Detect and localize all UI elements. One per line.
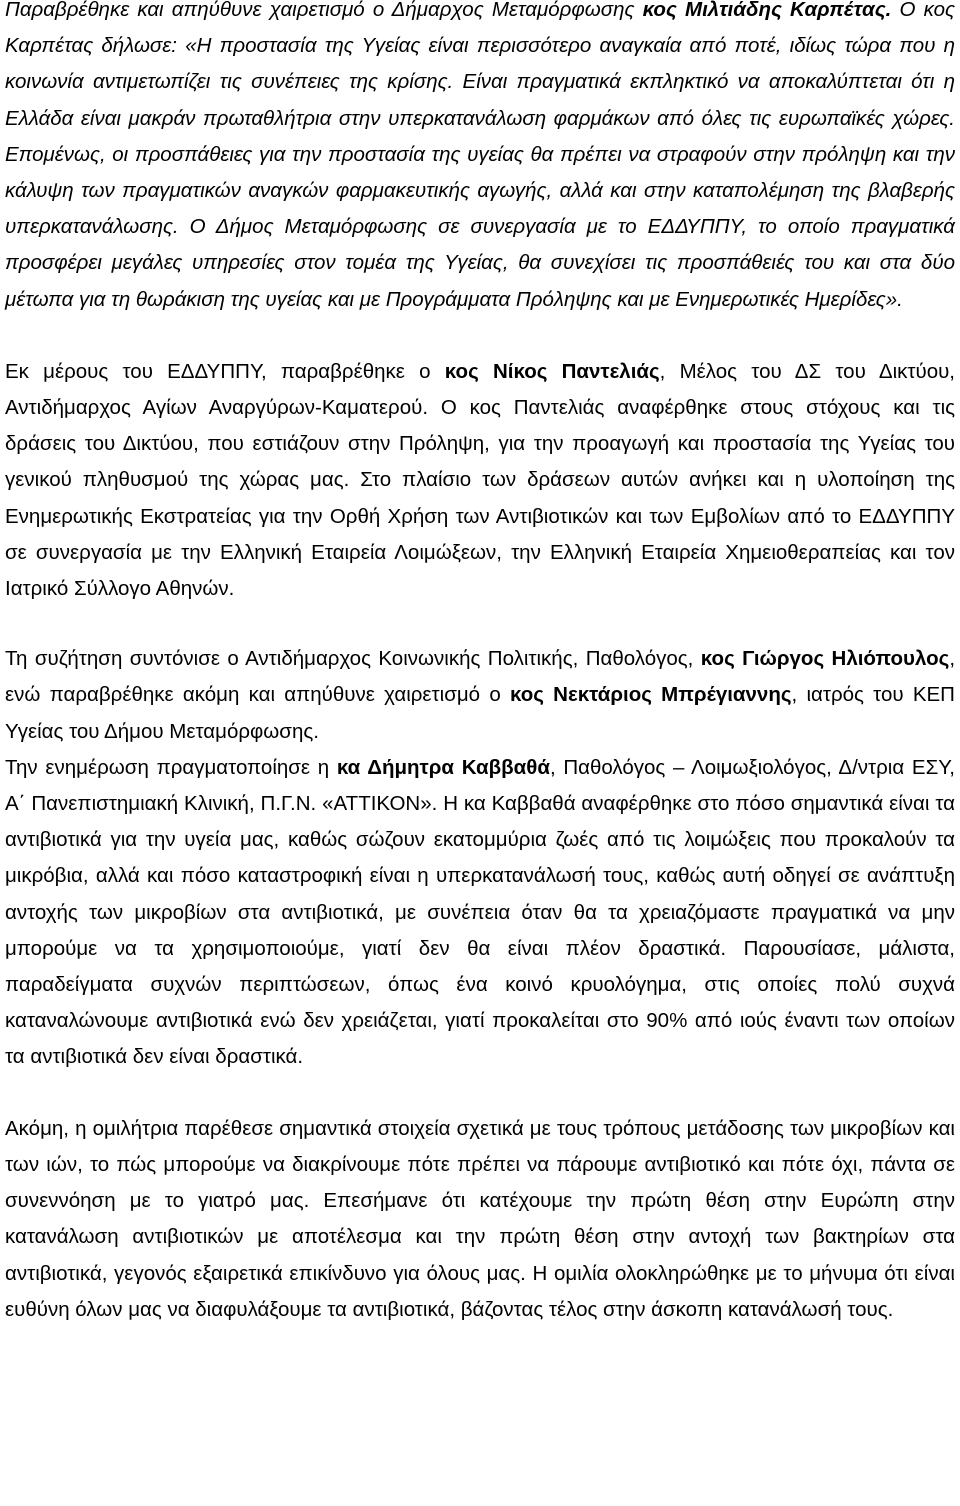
text-run: , ενώ παραβρέθηκε ακόμη και απηύθυνε χαιρετισμό ο [5, 647, 956, 707]
bold-name-pantelias: κος Νίκος Παντελιάς [444, 359, 660, 383]
text-run: Ακόμη, η ομιλήτρια παρέθεσε σημαντικά στοιχεία σχετικά με τους τρόπους μετάδοσης των μικροβίων και των ιών, το πώς μπορούμε να διακρίνουμε πότε πρέπει να πάρουμε αντιβιοτικό και πότε όχι, πάντα σε συνεννόηση με το γιατρό μας. Επεσήμανε ότι κατέχουμε την πρώτη θέση στην Ευρώπη στην κατανάλωση αντιβιοτικών με αποτέλεσμα και την πρώτη θέση στην αντοχή των βακτηρίων στα αντιβιοτικά, γεγονός εξαιρετικά επικίνδυνο για όλους μας. Η ομιλία ολοκληρώθηκε με το μήνυμα ότι είναι ευθύνη όλων μας να διαφυλάξουμε τα αντιβιοτικά, βάζοντας τέλος στην άσκοπη κατανάλωσή τους. [5, 1116, 955, 1321]
paragraph-pantelias [5, 354, 955, 607]
text-run: Ο κος Καρπέτας δήλωσε: «Η προστασία της Υγείας είναι περισσότερο αναγκαία από ποτέ, ιδίως τώρα που η κοινωνία αντιμετωπίζει τις συνέπειες της κρίσης. Είναι πραγματικά εκπληκτικό να αποκαλύπτεται ότι η Ελλάδα είναι μακράν πρωταθλήτρια στην υπερκατανάλωση φαρμάκων από όλες τις ευρωπαϊκές χώρες. Επομένως, οι προσπάθειες για την προστασία της υγείας θα πρέπει να στραφούν στην πρόληψη και την κάλυψη των πραγματικών αναγκών φαρμακευτικής αγωγής, αλλά και στην καταπολέμηση της βλαβερής υπερκατανάλωσης. Ο Δήμος Μεταμόρφωσης σε συνεργασία με το ΕΔΔΥΠΠΥ, το οποίο πραγματικά προσφέρει μεγάλες υπηρεσίες στον τομέα της Υγείας, θα συνεχίσει τις προσπάθειές του και στα δύο μέτωπα για τη θωράκιση της υγείας και με Προγράμματα Πρόληψης και με Ενημερωτικές Ημερίδες». [5, 0, 955, 311]
document-page [5, 0, 955, 1328]
text-run: , ιατρός του ΚΕΠ Υγείας του Δήμου Μεταμόρφωσης. [5, 683, 955, 743]
text-run: Εκ μέρους του ΕΔΔΥΠΠΥ, παραβρέθηκε ο [5, 359, 445, 383]
paragraph-mayor-greeting [5, 0, 955, 318]
bold-name-karpetas: κος Μιλτιάδης Καρπέτας. [642, 0, 892, 21]
text-run: , Μέλος του ΔΣ του Δικτύου, Αντιδήμαρχος Αγίων Αναργύρων-Καματερού. Ο κος Παντελιάς αναφέρθηκε στους στόχους και τις δράσεις του Δικτύου, που εστιάζουν στην Πρόληψη, για την προαγωγή και προστασία της Υγείας του γενικού πληθυσμού της χώρας μας. Στο πλαίσιο των δράσεων αυτών ανήκει και η υλοποίηση της Ενημερωτικής Εκστρατείας για την Ορθή Χρήση των Αντιβιοτικών και των Εμβολίων από το ΕΔΔΥΠΠΥ σε συνεργασία με την Ελληνική Εταιρεία Λοιμώξεων, την Ελληνική Εταιρεία Χημειοθεραπείας και τον Ιατρικό Σύλλογο Αθηνών. [5, 359, 956, 601]
paragraph-moderator [5, 641, 955, 750]
text-run: Τη συζήτηση συντόνισε ο Αντιδήμαρχος Κοινωνικής Πολιτικής, Παθολόγος, [5, 647, 701, 671]
bold-name-kavvatha: κα Δήμητρα Καββαθά [336, 755, 550, 779]
paragraph-closing [5, 1111, 955, 1328]
text-run: Παραβρέθηκε και απηύθυνε χαιρετισμό ο Δήμαρχος Μεταμόρφωσης [5, 0, 643, 21]
bold-name-iliopoulos: κος Γιώργος Ηλιόπουλος [700, 647, 950, 671]
text-run: , Παθολόγος – Λοιμωξιολόγος, Δ/ντρια ΕΣΥ, Α΄ Πανεπιστημιακή Κλινική, Π.Γ.Ν. «ΑΤΤΙΚΟΝ». Η κα Καββαθά αναφέρθηκε στο πόσο σημαντικά είναι τα αντιβιοτικά για την υγεία μας, καθώς σώζουν εκατομμύρια ζωές από τις λοιμώξεις που προκαλούν τα μικρόβια, αλλά και πόσο καταστροφική είναι η υπερκατανάλωσή τους, καθώς αυτή οδηγεί σε ανάπτυξη αντοχής των μικροβίων στα αντιβιοτικά, με συνέπεια όταν θα τα χρειαζόμαστε πραγματικά να μην μπορούμε να τα χρησιμοποιούμε, γιατί δεν θα είναι πλέον δραστικά. Παρουσίασε, μάλιστα, παραδείγματα συχνών περιπτώσεων, όπως ένα κοινό κρυολόγημα, στις οποίες πολύ συχνά καταναλώνουμε αντιβιοτικά ενώ δεν χρειάζεται, γιατί προκαλείται στο 90% από ιούς έναντι των οποίων τα αντιβιοτικά δεν είναι δραστικά. [5, 755, 955, 1069]
bold-name-bregiannis: κος Νεκτάριος Μπρέγιαννης [509, 683, 792, 707]
text-run: Την ενημέρωση πραγματοποίησε η [5, 755, 337, 779]
paragraph-kavvatha [5, 750, 955, 1076]
